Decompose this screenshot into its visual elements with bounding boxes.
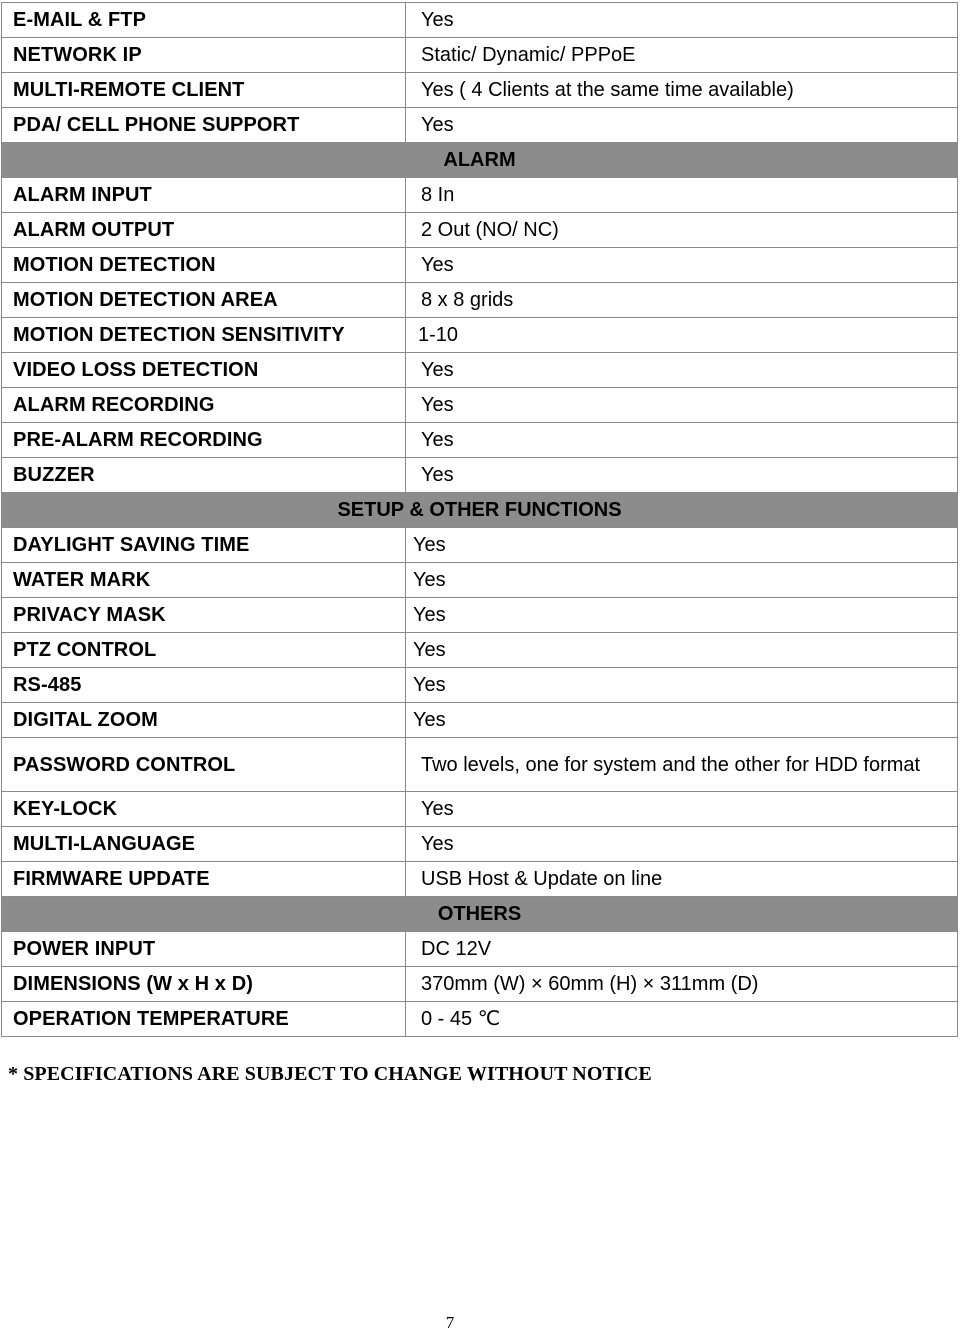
spec-row [2, 3, 958, 38]
spec-label: DIGITAL ZOOM [2, 703, 406, 738]
specifications-footnote: * SPECIFICATIONS ARE SUBJECT TO CHANGE WITHOUT NOTICE [8, 1063, 652, 1085]
spec-row [2, 178, 958, 213]
spec-value: USB Host & Update on line [406, 862, 958, 897]
spec-value: Yes [406, 528, 958, 563]
spec-label: MOTION DETECTION SENSITIVITY [2, 318, 406, 353]
spec-label: DIMENSIONS (W x H x D) [2, 967, 406, 1002]
spec-value: Yes [406, 423, 958, 458]
spec-row [2, 353, 958, 388]
spec-value: Yes ( 4 Clients at the same time available) [406, 73, 958, 108]
section-header: OTHERS [2, 897, 958, 932]
spec-row [2, 458, 958, 493]
section-header-row [2, 897, 958, 932]
spec-row [2, 668, 958, 703]
section-header-row [2, 143, 958, 178]
spec-label: WATER MARK [2, 563, 406, 598]
spec-row [2, 283, 958, 318]
spec-row [2, 598, 958, 633]
specification-table [1, 2, 958, 1037]
spec-value: Two levels, one for system and the other for HDD format [406, 738, 958, 792]
spec-row [2, 213, 958, 248]
spec-label: NETWORK IP [2, 38, 406, 73]
spec-label: OPERATION TEMPERATURE [2, 1002, 406, 1037]
spec-value: Yes [406, 458, 958, 493]
spec-row [2, 388, 958, 423]
spec-label: MULTI-LANGUAGE [2, 827, 406, 862]
spec-row [2, 528, 958, 563]
spec-label: KEY-LOCK [2, 792, 406, 827]
section-header: SETUP & OTHER FUNCTIONS [2, 493, 958, 528]
spec-value: 370mm (W) × 60mm (H) × 311mm (D) [406, 967, 958, 1002]
spec-value: 0 - 45 ℃ [406, 1002, 958, 1037]
spec-row [2, 423, 958, 458]
spec-label: DAYLIGHT SAVING TIME [2, 528, 406, 563]
spec-label: PDA/ CELL PHONE SUPPORT [2, 108, 406, 143]
page-number: 7 [445, 1313, 455, 1332]
spec-value: Yes [406, 108, 958, 143]
spec-label: PTZ CONTROL [2, 633, 406, 668]
spec-row [2, 248, 958, 283]
spec-row [2, 792, 958, 827]
spec-row [2, 738, 958, 792]
spec-label: PASSWORD CONTROL [2, 738, 406, 792]
spec-row [2, 73, 958, 108]
spec-value: Yes [406, 563, 958, 598]
section-header: ALARM [2, 143, 958, 178]
spec-value: DC 12V [406, 932, 958, 967]
spec-row [2, 967, 958, 1002]
spec-row [2, 563, 958, 598]
spec-label: E-MAIL & FTP [2, 3, 406, 38]
spec-label: VIDEO LOSS DETECTION [2, 353, 406, 388]
spec-label: MOTION DETECTION [2, 248, 406, 283]
spec-row [2, 703, 958, 738]
spec-value: Yes [406, 633, 958, 668]
spec-value: 1-10 [406, 318, 958, 353]
spec-label: MULTI-REMOTE CLIENT [2, 73, 406, 108]
spec-value: 2 Out (NO/ NC) [406, 213, 958, 248]
spec-value: Yes [406, 792, 958, 827]
spec-label: ALARM INPUT [2, 178, 406, 213]
spec-value: Yes [406, 668, 958, 703]
spec-label: PRE-ALARM RECORDING [2, 423, 406, 458]
spec-label: RS-485 [2, 668, 406, 703]
spec-label: ALARM RECORDING [2, 388, 406, 423]
spec-label: POWER INPUT [2, 932, 406, 967]
spec-value: 8 x 8 grids [406, 283, 958, 318]
spec-row [2, 38, 958, 73]
spec-row [2, 1002, 958, 1037]
spec-value: Static/ Dynamic/ PPPoE [406, 38, 958, 73]
spec-value: Yes [406, 827, 958, 862]
spec-label: MOTION DETECTION AREA [2, 283, 406, 318]
spec-label: PRIVACY MASK [2, 598, 406, 633]
spec-value: Yes [406, 598, 958, 633]
spec-row [2, 318, 958, 353]
spec-label: ALARM OUTPUT [2, 213, 406, 248]
spec-row [2, 827, 958, 862]
specification-table-body [2, 3, 958, 1037]
spec-value: Yes [406, 388, 958, 423]
spec-value: Yes [406, 3, 958, 38]
spec-row [2, 862, 958, 897]
spec-value: Yes [406, 703, 958, 738]
spec-row [2, 633, 958, 668]
spec-label: BUZZER [2, 458, 406, 493]
spec-value: Yes [406, 353, 958, 388]
spec-value: 8 In [406, 178, 958, 213]
spec-label: FIRMWARE UPDATE [2, 862, 406, 897]
spec-row [2, 108, 958, 143]
section-header-row [2, 493, 958, 528]
spec-value: Yes [406, 248, 958, 283]
spec-row [2, 932, 958, 967]
